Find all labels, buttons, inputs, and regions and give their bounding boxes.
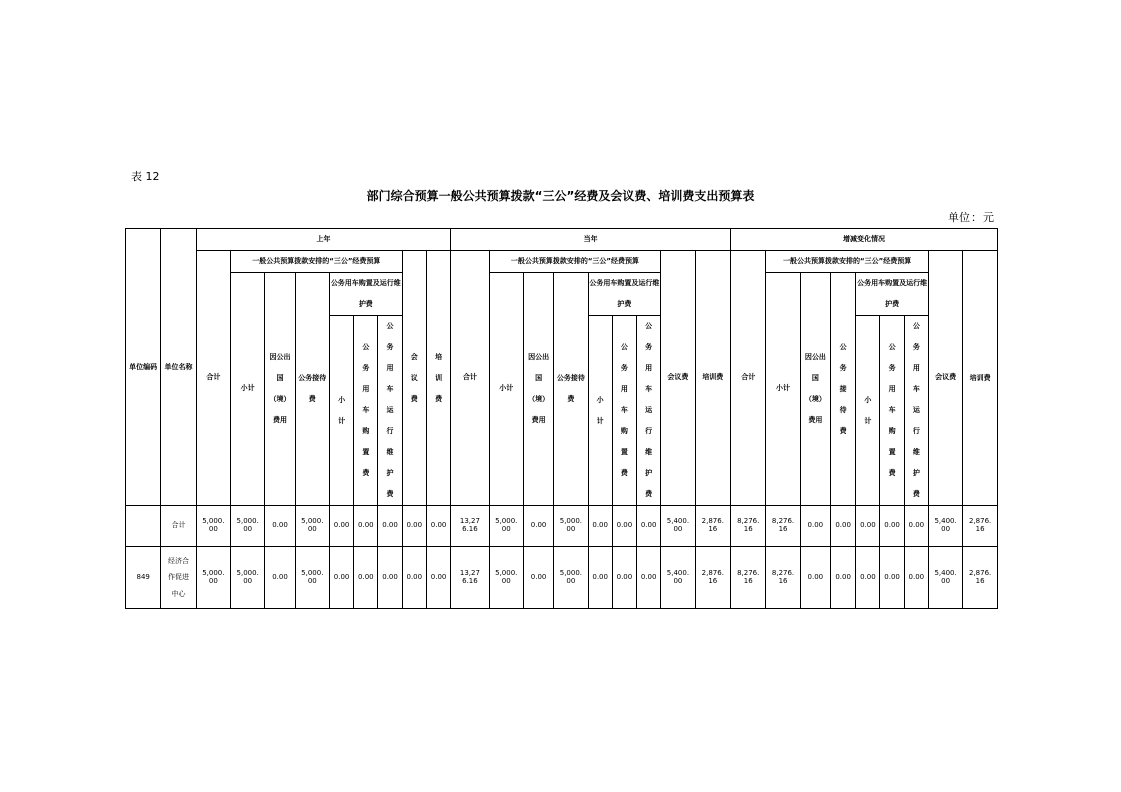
table-cell — [731, 506, 766, 547]
table-row — [126, 547, 998, 609]
header-curr-training: 培训费 — [695, 251, 730, 506]
unit-label-text: 单位 — [948, 211, 970, 224]
cell-value: 0.00 — [272, 521, 288, 530]
header-prev-subtotal: 小计 — [231, 273, 265, 506]
table-cell — [904, 506, 928, 547]
table-cell — [928, 506, 962, 547]
table-cell — [766, 547, 800, 609]
header-prev-total: 合计 — [196, 251, 230, 506]
header-prev-abroad: 因公出国（境）费用 — [265, 273, 295, 506]
cell-value: 0.00 — [333, 521, 350, 530]
cell-value: 5,000.00 — [236, 517, 259, 533]
table-cell — [329, 547, 353, 609]
budget-table — [125, 228, 998, 609]
table-cell — [378, 547, 402, 609]
table-cell — [231, 506, 265, 547]
cell-value: 0.00 — [616, 521, 633, 530]
unit-separator: ： — [971, 211, 982, 224]
cell-value: 5,000.00 — [559, 568, 583, 585]
header-change-vehicle-purchase: 公务用车购置费 — [880, 316, 904, 506]
cell-value: 5,000.00 — [202, 517, 225, 533]
header-unit-name: 单位名称 — [161, 229, 196, 506]
header-change-sangong: 一般公共预算拨款安排的“三公”经费预算 — [766, 251, 929, 273]
table-cell — [378, 506, 402, 547]
cell-value: 8,276.16 — [771, 517, 795, 533]
table-cell — [231, 547, 265, 609]
cell-value: 5,000.00 — [559, 517, 583, 533]
table-cell — [588, 506, 612, 547]
cell-value: 5,000.00 — [202, 568, 225, 585]
cell-value: 2,876.16 — [969, 568, 992, 585]
header-curr-vehicle-group: 公务用车购置及运行维护费 — [588, 273, 661, 316]
table-cell — [489, 506, 523, 547]
cell-value: 0.00 — [640, 521, 657, 530]
cell-value: 2,876.16 — [701, 568, 724, 585]
header-curr-total: 合计 — [451, 251, 489, 506]
header-change-vehicle-operation: 公务用车运行维护费 — [904, 316, 928, 506]
header-change-abroad: 因公出国（境）费用 — [800, 273, 830, 506]
table-cell — [695, 506, 730, 547]
table-row — [126, 506, 998, 547]
cell-value: 13,276.16 — [459, 517, 480, 533]
row-unit-code — [126, 506, 161, 547]
unit-value: 元 — [983, 211, 994, 224]
row-unit-code: 849 — [126, 547, 161, 609]
header-prev-reception: 公务接待费 — [295, 273, 329, 506]
table-cell — [831, 547, 856, 609]
table-cell — [661, 547, 695, 609]
table-cell — [196, 547, 230, 609]
cell-value: 0.00 — [908, 521, 925, 530]
cell-value: 0.00 — [908, 572, 925, 581]
table-cell — [963, 506, 998, 547]
cell-value: 0.00 — [884, 521, 900, 530]
cell-value: 0.00 — [406, 521, 423, 530]
table-cell — [880, 547, 904, 609]
table-cell — [800, 547, 830, 609]
cell-value: 5,400.00 — [934, 517, 957, 533]
cell-value: 0.00 — [358, 521, 374, 530]
cell-value: 0.00 — [430, 521, 447, 530]
table-cell — [766, 506, 800, 547]
header-change-meeting: 会议费 — [928, 251, 962, 506]
table-cell — [426, 506, 450, 547]
table-cell — [329, 506, 353, 547]
cell-value: 5,000.00 — [236, 568, 259, 585]
table-number: 表 12 — [131, 170, 160, 183]
cell-value: 13,276.16 — [459, 568, 480, 585]
table-cell — [928, 547, 962, 609]
table-cell — [523, 506, 553, 547]
header-group-curr: 当年 — [451, 229, 731, 251]
table-cell — [800, 506, 830, 547]
header-prev-vehicle-subtotal: 小计 — [329, 316, 353, 506]
header-change-vehicle-group: 公务用车购置及运行维护费 — [856, 273, 929, 316]
header-group-change: 增减变化情况 — [731, 229, 998, 251]
table-cell — [661, 506, 695, 547]
cell-value: 5,400.00 — [666, 568, 690, 585]
cell-value: 5,000.00 — [301, 517, 324, 533]
table-cell — [856, 506, 880, 547]
table-cell — [196, 506, 230, 547]
table-cell — [295, 547, 329, 609]
page-title: 部门综合预算一般公共预算拨款“三公”经费及会议费、培训费支出预算表 — [366, 189, 755, 203]
cell-value: 8,276.16 — [737, 568, 760, 585]
cell-value: 0.00 — [835, 521, 851, 530]
table-cell — [554, 547, 588, 609]
unit-label — [948, 209, 994, 225]
table-cell — [489, 547, 523, 609]
header-curr-sangong: 一般公共预算拨款安排的“三公”经费预算 — [489, 251, 661, 273]
table-cell — [265, 506, 295, 547]
table-cell — [402, 547, 426, 609]
table-cell — [426, 547, 450, 609]
table-cell — [612, 547, 636, 609]
header-unit-code: 单位编码 — [126, 229, 161, 506]
table-cell — [731, 547, 766, 609]
header-curr-vehicle-subtotal: 小计 — [588, 316, 612, 506]
header-prev-vehicle-purchase: 公务用车购置费 — [354, 316, 378, 506]
cell-value: 2,876.16 — [969, 517, 992, 533]
cell-value: 0.00 — [640, 572, 657, 581]
table-cell — [588, 547, 612, 609]
table-cell — [523, 547, 553, 609]
header-change-vehicle-subtotal: 小计 — [856, 316, 880, 506]
cell-value: 0.00 — [616, 572, 633, 581]
header-change-total: 合计 — [731, 251, 766, 506]
cell-value: 0.00 — [530, 521, 547, 530]
cell-value: 5,000.00 — [495, 568, 518, 585]
cell-value: 0.00 — [382, 521, 398, 530]
cell-value: 5,400.00 — [934, 568, 957, 585]
cell-value: 0.00 — [860, 521, 876, 530]
table-cell — [451, 547, 489, 609]
cell-value: 8,276.16 — [737, 517, 760, 533]
row-unit-name: 经济合作促进中心 — [161, 547, 196, 609]
cell-value: 0.00 — [530, 572, 547, 581]
table-cell — [831, 506, 856, 547]
table-cell — [637, 547, 661, 609]
cell-value: 0.00 — [860, 572, 876, 581]
table-cell — [637, 506, 661, 547]
header-prev-vehicle-operation: 公务用车运行维护费 — [378, 316, 402, 506]
cell-value: 0.00 — [333, 572, 350, 581]
header-curr-meeting: 会议费 — [661, 251, 695, 506]
table-cell — [904, 547, 928, 609]
cell-value: 0.00 — [382, 572, 398, 581]
cell-value: 0.00 — [358, 572, 374, 581]
header-curr-abroad: 因公出国（境）费用 — [523, 273, 553, 506]
cell-value: 5,000.00 — [495, 517, 518, 533]
header-curr-subtotal: 小计 — [489, 273, 523, 506]
table-cell — [880, 506, 904, 547]
table-cell — [295, 506, 329, 547]
table-cell — [612, 506, 636, 547]
table-cell — [695, 547, 730, 609]
header-prev-sangong: 一般公共预算拨款安排的“三公”经费预算 — [231, 251, 403, 273]
table-cell — [402, 506, 426, 547]
cell-value: 8,276.16 — [771, 568, 795, 585]
header-change-training: 培训费 — [963, 251, 998, 506]
table-cell — [265, 547, 295, 609]
cell-value: 5,400.00 — [666, 517, 690, 533]
header-prev-vehicle-group: 公务用车购置及运行维护费 — [329, 273, 402, 316]
header-prev-meeting: 会议费 — [402, 251, 426, 506]
table-cell — [856, 547, 880, 609]
cell-value: 0.00 — [884, 572, 900, 581]
table-cell — [354, 547, 378, 609]
header-curr-vehicle-purchase: 公务用车购置费 — [612, 316, 636, 506]
cell-value: 0.00 — [592, 521, 608, 530]
header-prev-training: 培训费 — [426, 251, 450, 506]
table-cell — [554, 506, 588, 547]
table-cell — [451, 506, 489, 547]
cell-value: 2,876.16 — [701, 517, 724, 533]
header-curr-vehicle-operation: 公务用车运行维护费 — [637, 316, 661, 506]
header-change-reception: 公务接待费 — [831, 273, 856, 506]
cell-value: 0.00 — [406, 572, 423, 581]
header-change-subtotal: 小计 — [766, 273, 800, 506]
cell-value: 0.00 — [807, 521, 824, 530]
cell-value: 5,000.00 — [301, 568, 324, 585]
row-unit-name: 合计 — [161, 506, 196, 547]
table-cell — [963, 547, 998, 609]
table-cell — [354, 506, 378, 547]
cell-value: 0.00 — [272, 572, 288, 581]
cell-value: 0.00 — [835, 572, 851, 581]
header-group-prev: 上年 — [196, 229, 451, 251]
cell-value: 0.00 — [807, 572, 824, 581]
cell-value: 0.00 — [592, 572, 608, 581]
header-curr-reception: 公务接待费 — [554, 273, 588, 506]
cell-value: 0.00 — [430, 572, 447, 581]
